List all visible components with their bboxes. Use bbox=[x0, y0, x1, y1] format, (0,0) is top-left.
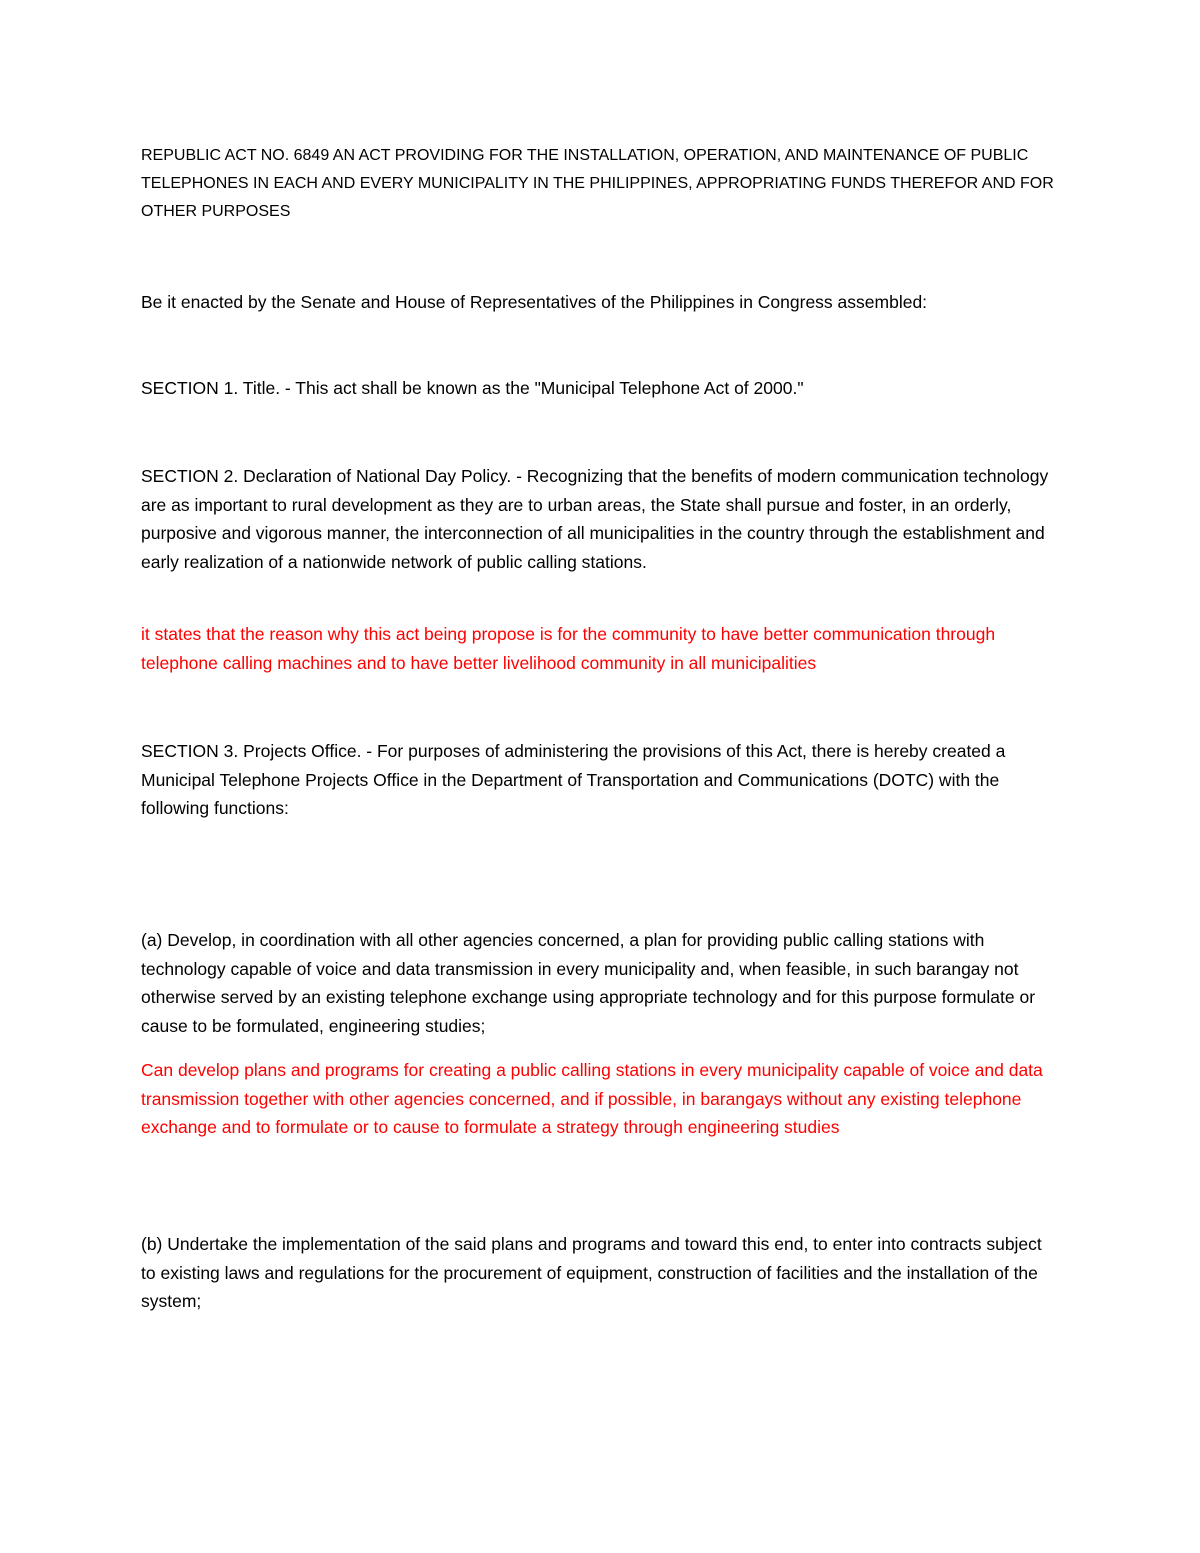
section-3-item-a: (a) Develop, in coordination with all other agencies concerned, a plan for providing public calling stations with technology capable of voice and data transmission in every municipality and, when feasible, in such barangay not otherwise served by an existing telephone exchange using appropriate technology and for this purpose formulate or cause to be formulated, engineering studies; bbox=[141, 930, 1036, 1036]
section-3-paragraph: SECTION 3. Projects Office. - For purposes of administering the provisions of this Act, there is hereby created a Municipal Telephone Projects Office in the Department of Transportation and Communications (DOTC) with the following functions: bbox=[141, 741, 1006, 818]
annotation-note-1: it states that the reason why this act being propose is for the community to have better communication through telephone calling machines and to have better livelihood community in all municipalities bbox=[141, 624, 996, 673]
section-2-paragraph: SECTION 2. Declaration of National Day Policy. - Recognizing that the benefits of modern communication technology are as important to rural development as they are to urban areas, the State shall pursue and foster, in an orderly, purposive and vigorous manner, the interconnection of all municipalities in the country through the establishment and early realization of a nationwide network of public calling stations. bbox=[141, 466, 1049, 572]
section-1-paragraph: SECTION 1. Title. - This act shall be known as the "Municipal Telephone Act of 2000." bbox=[141, 378, 804, 398]
enacting-clause: Be it enacted by the Senate and House of Representatives of the Philippines in Congress assembled: bbox=[141, 292, 928, 312]
document-title: REPUBLIC ACT NO. 6849 AN ACT PROVIDING FOR THE INSTALLATION, OPERATION, AND MAINTENANCE OF PUBLIC TELEPHONES IN EACH AND EVERY MUNICIPALITY IN THE PHILIPPINES, APPROPRIATING FUNDS THEREFOR AND FOR OTHER PURPOSES bbox=[141, 147, 1054, 220]
annotation-note-2: Can develop plans and programs for creating a public calling stations in every municipality capable of voice and data transmission together with other agencies concerned, and if possible, in barangays without any existing telephone exchange and to formulate or to cause to formulate a strategy through engineering studies bbox=[141, 1060, 1043, 1137]
section-3-item-b: (b) Undertake the implementation of the said plans and programs and toward this end, to enter into contracts subject to existing laws and regulations for the procurement of equipment, construction of facilities and the installation of the system; bbox=[141, 1234, 1042, 1311]
